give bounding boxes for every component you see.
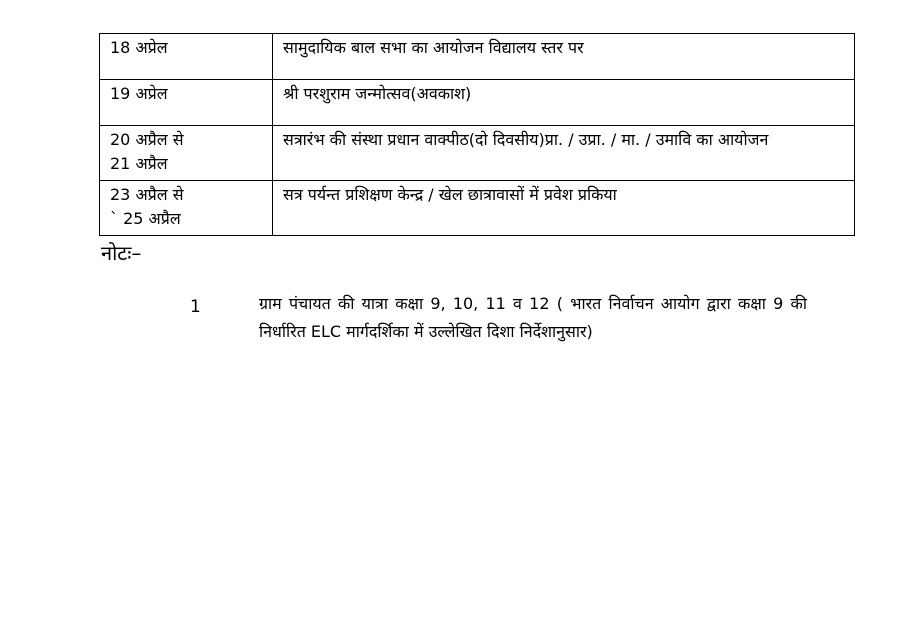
- note-item-text: ग्राम पंचायत की यात्रा कक्षा 9, 10, 11 व 12 ( भारत निर्वाचन आयोग द्वारा कक्षा 9 की निर्धारित ELC मार्गदर्शिका में उल्लेखित दिशा निर्देशानुसार): [259, 294, 807, 341]
- date-line: ` 25 अप्रैल: [110, 209, 181, 228]
- date-line: 21 अप्रैल: [110, 154, 168, 173]
- table-row: [100, 80, 855, 126]
- date-cell: [100, 126, 273, 181]
- activity-cell: सामुदायिक बाल सभा का आयोजन विद्यालय स्तर पर: [273, 34, 855, 80]
- note-heading: नोटः–: [101, 241, 142, 265]
- date-cell: [100, 34, 273, 80]
- note-item-number: 1: [190, 297, 201, 317]
- date-line: 18 अप्रेल: [110, 38, 168, 57]
- activity-cell: सत्रारंभ की संस्था प्रधान वाक्पीठ(दो दिवसीय)प्रा. / उप्रा. / मा. / उमावि का आयोजन: [273, 126, 855, 181]
- table-row: [100, 34, 855, 80]
- date-line: 19 अप्रेल: [110, 84, 168, 103]
- activity-cell: सत्र पर्यन्त प्रशिक्षण केन्द्र / खेल छात्रावासों में प्रवेश प्रकिया: [273, 181, 855, 236]
- schedule-table: [99, 33, 855, 236]
- table-row: [100, 126, 855, 181]
- date-line: 23 अप्रैल से: [110, 185, 184, 204]
- table-row: [100, 181, 855, 236]
- date-cell: [100, 181, 273, 236]
- date-line: 20 अप्रैल से: [110, 130, 184, 149]
- activity-cell: श्री परशुराम जन्मोत्सव(अवकाश): [273, 80, 855, 126]
- date-cell: [100, 80, 273, 126]
